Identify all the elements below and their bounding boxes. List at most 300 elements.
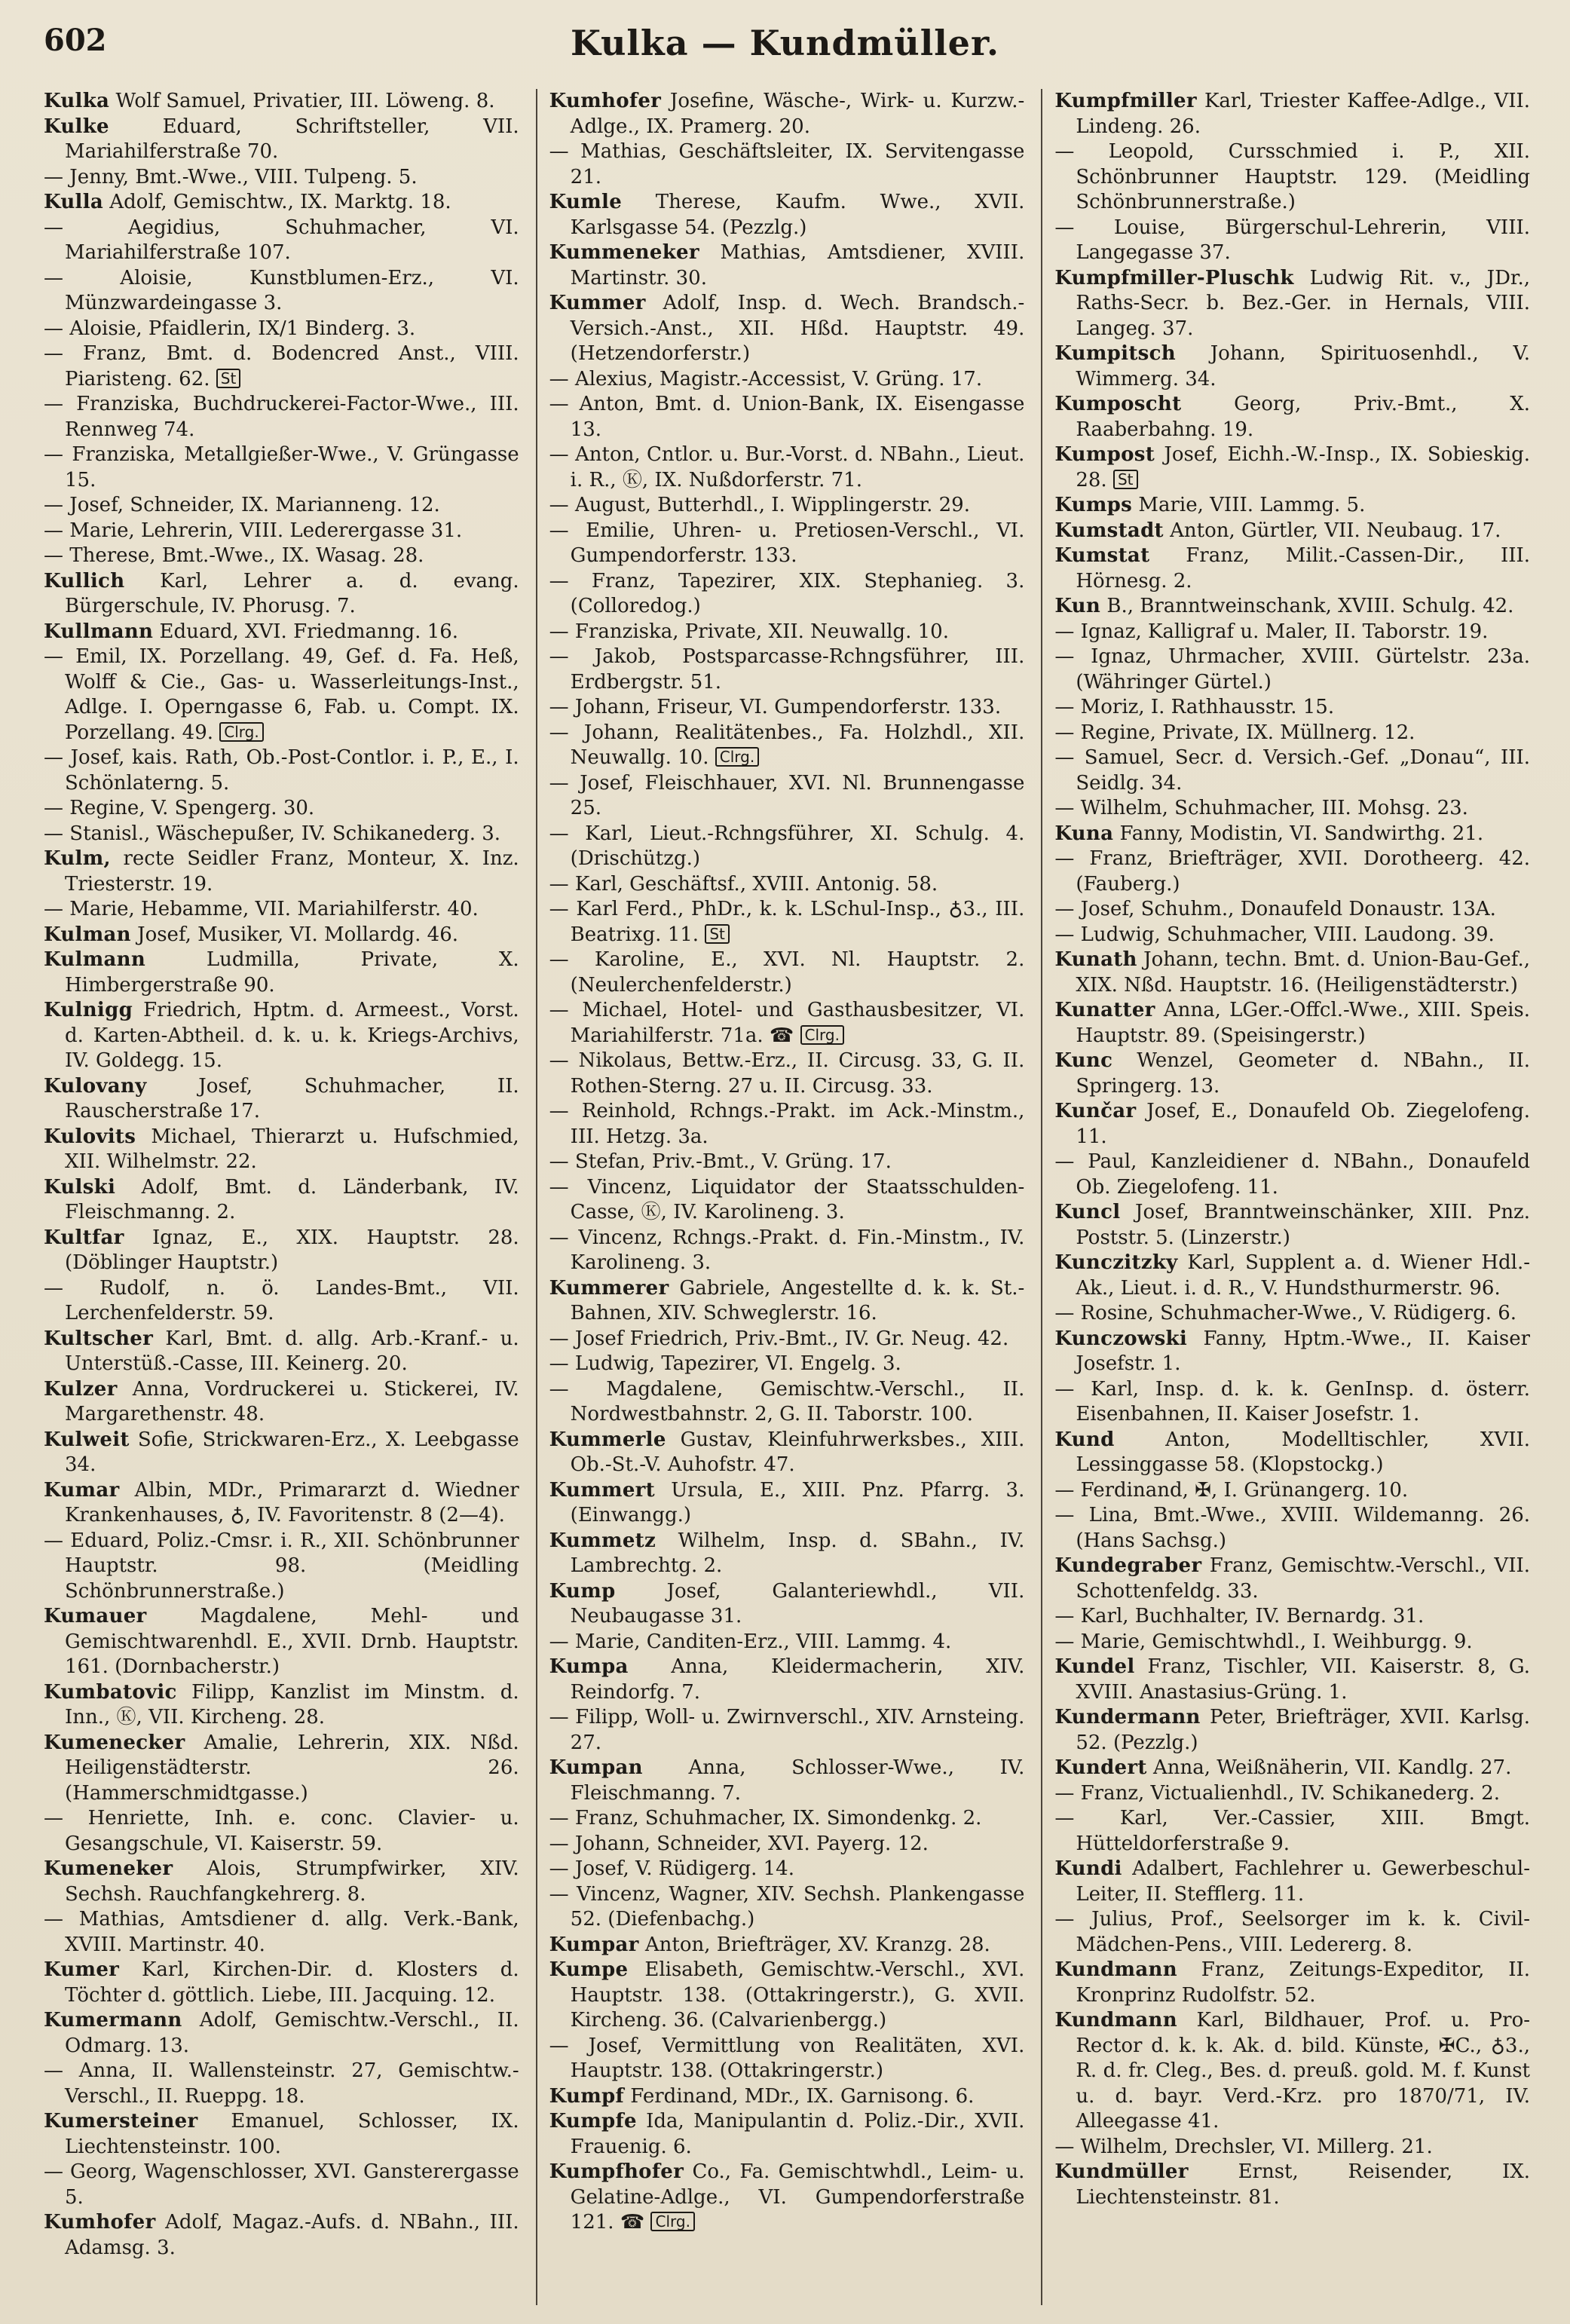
entry-surname: Kumpfhofer [549,2160,684,2183]
directory-entry [44,1428,519,1478]
directory-entry [549,291,1025,367]
directory-entry [44,1680,519,1731]
entry-surname: Kumpfmiller [1054,90,1197,112]
directory-entry [549,569,1025,620]
directory-entry [549,1049,1025,1099]
entry-text: Eduard, Schriftsteller, VII. Mariahilferstraße 70. [65,115,519,163]
directory-entry [1054,897,1530,923]
directory-entry [44,1276,519,1327]
entry-surname: Kumeneker [44,1857,173,1880]
directory-entry [549,2160,1025,2236]
entry-text: — Jenny, Bmt.-Wwe., VIII. Tulpeng. 5. [44,165,418,188]
directory-entry [549,1806,1025,1832]
entry-surname: Kulka [44,90,110,112]
directory-entry [44,645,519,746]
entry-text: — Moriz, I. Rathhausstr. 15. [1054,696,1335,718]
entry-surname: Kundegraber [1054,1554,1202,1577]
entry-surname: Kumpf [549,2084,624,2108]
entry-surname: Kumpe [549,1958,629,1981]
entry-text: Emanuel, Schlosser, IX. Liechtensteinstr. 100. [65,2110,519,2158]
entry-text: Josef, Eichh.-W.-Insp., IX. Sobieskig. 28. [1076,443,1531,491]
entry-text: Wilhelm, Insp. d. SBahn., IV. Lambrechtg. 2. [570,1529,1025,1577]
entry-surname: Kumer [44,1958,120,1981]
directory-entry [1054,1327,1530,1377]
entry-text: — Franziska, Buchdruckerei-Factor-Wwe., III. Rennweg 74. [44,393,519,441]
entry-text: — Franz, Tapezirer, XIX. Stephanieg. 3. (Colloredog.) [549,569,1025,617]
directory-entry [549,1579,1025,1630]
entry-surname: Kumpar [549,1933,639,1956]
entry-surname: Kumhofer [44,2211,156,2234]
entry-surname: Kunatter [1054,999,1155,1021]
directory-entry [549,872,1025,898]
directory-entry [1054,1049,1530,1099]
directory-entry [44,1175,519,1226]
entry-text: B., Branntweinschank, XVIII. Schulg. 42. [1106,595,1514,617]
directory-entry [44,1604,519,1680]
entry-text: Josef, Branntweinschänker, XIII. Pnz. Poststr. 5. (Linzerstr.) [1076,1201,1531,1249]
entry-surname: Kummerer [549,1276,669,1300]
entry-badge: St [1113,470,1138,489]
entry-surname: Kundi [1054,1857,1122,1880]
entry-text: — Karl, Lieut.-Rchngsführer, XI. Schulg. 4. (Drischützg.) [549,822,1025,870]
entry-text: Anna, Kleidermacherin, XIV. Reindorfg. 7. [570,1655,1025,1704]
entry-text: Friedrich, Hptm. d. Armeest., Vorst. d. Karten-Abtheil. d. k. u. k. Kriegs-Archivs, IV. Goldegg. 15. [65,999,519,1072]
entry-text: — Franziska, Private, XII. Neuwallg. 10. [549,620,949,643]
columns [44,89,1530,2305]
directory-entry [1054,341,1530,392]
directory-entry [1054,1958,1530,2008]
entry-surname: Kumbatovic [44,1680,177,1704]
entry-text: Johann, techn. Bmt. d. Union-Bau-Gef., XIX. Nßd. Hauptstr. 16. (Heiligenstädterstr.) [1076,948,1531,997]
entry-text: — Karoline, E., XVI. Nl. Hauptstr. 2. (Neulerchenfelderstr.) [549,948,1025,997]
entry-text: — Ludwig, Tapezirer, VI. Engelg. 3. [549,1352,901,1375]
entry-surname: Kun [1054,595,1101,617]
directory-entry [1054,1150,1530,1200]
entry-text: Adolf, Magaz.-Aufs. d. NBahn., III. Adamsg. 3. [65,2211,519,2259]
entry-text: — Leopold, Cursschmied i. P., XII. Schönbrunner Hauptstr. 129. (Meidling Schönbrunnerstraße.) [1054,140,1531,213]
entry-surname: Kumersteiner [44,2110,198,2133]
entry-surname: Kundel [1054,1655,1135,1678]
entry-text: — Aloisie, Kunstblumen-Erz., VI. Münzwardeingasse 3. [44,266,519,314]
directory-entry [44,1529,519,1605]
entry-text: — Johann, Schneider, XVI. Payerg. 12. [549,1832,929,1855]
directory-entry [1054,998,1530,1049]
entry-surname: Kulke [44,115,109,138]
directory-entry [44,948,519,998]
directory-entry [44,1125,519,1175]
entry-text: — Mathias, Amtsdiener d. allg. Verk.-Bank, XVIII. Martinstr. 40. [44,1908,519,1956]
directory-entry [44,2059,519,2109]
directory-entry [1054,1907,1530,1958]
entry-text: Franz, Tischler, VII. Kaiserstr. 8, G. XVIII. Anastasius-Grüng. 1. [1076,1655,1531,1704]
entry-text: — Anna, II. Wallensteinstr. 27, Gemischtw.-Verschl., II. Rueppg. 18. [44,2059,519,2108]
entry-text: — Anton, Cntlor. u. Bur.-Vorst. d. NBahn., Lieut. i. R., Ⓚ, IX. Nußdorferstr. 71. [549,443,1025,491]
entry-text: Adolf, Insp. d. Wech. Brandsch.-Versich.-Anst., XII. Hßd. Hauptstr. 49. (Hetzendorferstr.) [570,292,1025,365]
directory-entry [549,190,1025,240]
directory-entry [1054,822,1530,847]
directory-entry [549,442,1025,493]
directory-entry [1054,493,1530,519]
directory-entry [549,1352,1025,1377]
entry-text: — Ludwig, Schuhmacher, VIII. Laudong. 39. [1054,923,1495,946]
directory-entry [1054,645,1530,695]
entry-text: — Marie, Canditen-Erz., VIII. Lammg. 4. [549,1630,952,1653]
entry-text: — Jakob, Postsparcasse-Rchngsführer, III. Erdbergstr. 51. [549,645,1025,694]
entry-text: — Aegidius, Schuhmacher, VI. Mariahilferstraße 107. [44,216,519,264]
entry-text: — Josef, V. Rüdigerg. 14. [549,1857,794,1880]
entry-badge: St [705,924,730,944]
directory-entry [44,1857,519,1907]
directory-entry [549,771,1025,822]
directory-entry [549,1226,1025,1276]
entry-text: Ida, Manipulantin d. Poliz.-Dir., XVII. Frauenig. 6. [570,2110,1025,2158]
entry-surname: Kumle [549,191,623,213]
entry-surname: Kunath [1054,948,1137,971]
directory-entry [549,1175,1025,1226]
entry-text: — Josef, Schuhm., Donaufeld Donaustr. 13A. [1054,898,1496,920]
directory-entry [1054,1099,1530,1150]
entry-text: — Reinhold, Rchngs.-Prakt. im Ack.-Minstm., III. Hetzg. 3a. [549,1100,1025,1148]
entry-text: — Regine, Private, IX. Müllnerg. 12. [1054,721,1415,744]
directory-entry [1054,2135,1530,2160]
directory-entry [44,2210,519,2261]
directory-entry [44,897,519,923]
entry-surname: Kumpfe [549,2110,637,2133]
entry-text: Fanny, Hptm.-Wwe., II. Kaiser Josefstr. 1. [1076,1327,1531,1375]
entry-surname: Kumpfmiller-Pluschk [1054,266,1294,289]
directory-entry [1054,847,1530,897]
entry-surname: Kultscher [44,1327,154,1350]
directory-entry [1054,923,1530,948]
entry-text: — Marie, Gemischtwhdl., I. Weihburgg. 9. [1054,1630,1473,1653]
entry-text: Michael, Thierarzt u. Hufschmied, XII. Wilhelmstr. 22. [65,1125,519,1173]
entry-text: Alois, Strumpfwirker, XIV. Sechsh. Rauchfangkehrerg. 8. [65,1857,519,1906]
directory-entry [549,721,1025,771]
entry-text: Anton, Gürtler, VII. Neubaug. 17. [1170,519,1501,542]
directory-entry [44,1806,519,1857]
entry-surname: Kulm, [44,847,111,870]
entry-text: — Henriette, Inh. e. conc. Clavier- u. Gesangschule, VI. Kaiserstr. 59. [44,1807,519,1855]
entry-text: — Ignaz, Uhrmacher, XVIII. Gürtelstr. 23a. (Währinger Gürtel.) [1054,645,1531,694]
entry-text: — Stanisl., Wäschepußer, IV. Schikanederg. 3. [44,822,501,845]
entry-surname: Kundmüller [1054,2160,1189,2183]
entry-text: Ferdinand, MDr., IX. Garnisong. 6. [630,2084,975,2108]
entry-text: Sofie, Strickwaren-Erz., X. Leebgasse 34. [65,1428,519,1476]
directory-entry [1054,1781,1530,1807]
entry-surname: Kumpost [1054,443,1155,466]
entry-text: recte Seidler Franz, Monteur, X. Inz. Triesterstr. 19. [65,847,519,896]
directory-entry [549,367,1025,393]
entry-text: Josef, Schuhmacher, II. Rauscherstraße 17. [65,1074,519,1122]
entry-text: — Therese, Bmt.-Wwe., IX. Wasag. 28. [44,544,424,567]
entry-surname: Kumauer [44,1605,147,1627]
entry-surname: Kummetz [549,1529,656,1552]
directory-entry [1054,1478,1530,1504]
entry-text: — Stefan, Priv.-Bmt., V. Grüng. 17. [549,1150,892,1173]
entry-text: Ignaz, E., XIX. Hauptstr. 28. (Döblinger Hauptstr.) [65,1226,519,1274]
entry-text: Magdalene, Mehl- und Gemischtwarenhdl. E., XVII. Drnb. Hauptstr. 161. (Dornbacherstr.) [65,1605,519,1678]
entry-text: — Karl, Geschäftsf., XVIII. Antonig. 58. [549,872,938,896]
entry-surname: Kundert [1054,1756,1147,1779]
entry-text: Marie, VIII. Lammg. 5. [1138,494,1366,516]
entry-text: Filipp, Kanzlist im Minstm. d. Inn., Ⓚ, VII. Kircheng. 28. [65,1680,519,1728]
entry-text: Elisabeth, Gemischtw.-Verschl., XVI. Hauptstr. 138. (Ottakringerstr.), G. XVII. Kircheng. 36. (Calvarienbergg.) [570,1958,1025,2032]
entry-text: — Josef, Schneider, IX. Marianneng. 12. [44,494,440,516]
entry-text: Karl, Bmt. d. allg. Arb.-Kranf.- u. Unterstüß.-Casse, III. Keinerg. 20. [65,1327,519,1375]
entry-text: Therese, Kaufm. Wwe., XVII. Karlsgasse 54. (Pezzlg.) [570,191,1025,239]
directory-entry [549,1377,1025,1428]
entry-text: — Johann, Realitätenbes., Fa. Holzhdl., XII. Neuwallg. 10. [549,721,1025,769]
directory-entry [549,620,1025,645]
directory-entry [549,1857,1025,1882]
directory-entry [549,2109,1025,2160]
directory-entry [44,746,519,796]
entry-surname: Kumstat [1054,544,1150,567]
entry-text: — Franz, Schuhmacher, IX. Simondenkg. 2. [549,1807,982,1829]
directory-entry [1054,1301,1530,1327]
directory-entry [549,2084,1025,2110]
entry-text: Albin, MDr., Primararzt d. Wiedner Krankenhauses, ♁, IV. Favoritenstr. 8 (2—4). [65,1478,519,1526]
directory-entry [44,2109,519,2160]
entry-surname: Kummeneker [549,241,699,264]
entry-text: — Louise, Bürgerschul-Lehrerin, VIII. Langegasse 37. [1054,216,1531,264]
entry-text: Karl, Bildhauer, Prof. u. Pro-Rector d. k. k. Ak. d. bild. Künste, ✠C., ♁3., R. d. fr. Cleg., Bes. d. preuß. gold. M. f. Kunst u. d. bayr. Verd.-Krz. pro 1870/71, IV. Alleegasse 41. [1076,2009,1531,2133]
entry-text: Georg, Priv.-Bmt., X. Raaberbahng. 19. [1076,393,1531,441]
directory-entry [44,317,519,342]
entry-surname: Kultfar [44,1226,124,1249]
directory-entry [44,2008,519,2059]
entry-text: Wenzel, Geometer d. NBahn., II. Springerg. 13. [1076,1049,1531,1098]
entry-text: Gabriele, Angestellte d. k. k. St.-Bahnen, XIV. Schweglerstr. 16. [570,1276,1025,1324]
directory-entry [549,1478,1025,1529]
entry-text: — Ignaz, Kalligraf u. Maler, II. Taborstr. 19. [1054,620,1489,643]
entry-surname: Kullmann [44,620,154,643]
entry-surname: Kulovany [44,1074,147,1098]
entry-text: — Alexius, Magistr.-Accessist, V. Grüng. 17. [549,367,983,390]
entry-text: Josef, Galanteriewhdl., VII. Neubaugasse 31. [570,1579,1025,1627]
entry-surname: Kulman [44,923,131,946]
entry-text: Wolf Samuel, Privatier, III. Löweng. 8. [115,90,495,112]
entry-surname: Kundmann [1054,2009,1177,2032]
entry-text: Ludwig Rit. v., JDr., Raths-Secr. b. Bez.-Ger. in Hernals, VIII. Langeg. 37. [1076,266,1531,340]
entry-text: Adolf, Gemischtw., IX. Marktg. 18. [109,191,451,213]
entry-text: — Josef Friedrich, Priv.-Bmt., IV. Gr. Neug. 42. [549,1327,1009,1350]
directory-entry [549,1958,1025,2034]
entry-text: — Karl, Ver.-Cassier, XIII. Bmgt. Hütteldorferstraße 9. [1054,1807,1531,1855]
directory-entry [44,1478,519,1529]
directory-entry [549,392,1025,442]
directory-entry [44,822,519,847]
entry-badge: St [216,369,241,388]
entry-text: Franz, Milit.-Cassen-Dir., III. Hörnesg. 2. [1076,544,1531,592]
directory-entry [1054,139,1530,216]
directory-entry [44,216,519,266]
directory-entry [44,847,519,897]
entry-text: Mathias, Amtsdiener, XVIII. Martinstr. 30. [570,241,1025,289]
entry-badge: Clrg. [715,747,759,767]
directory-entry [1054,392,1530,442]
directory-entry [1054,1806,1530,1857]
directory-entry [549,519,1025,569]
entry-surname: Kuncl [1054,1201,1121,1223]
entry-text: — Georg, Wagenschlosser, XVI. Gansterergasse 5. [44,2160,519,2209]
entry-surname: Kunc [1054,1049,1113,1072]
entry-text: — Rosine, Schuhmacher-Wwe., V. Rüdigerg. 6. [1054,1302,1517,1324]
entry-badge: Clrg. [800,1025,844,1045]
directory-entry [44,519,519,544]
entry-text: Anna, Weißnäherin, VII. Kandlg. 27. [1152,1756,1512,1779]
directory-entry [1054,1630,1530,1655]
directory-entry [1054,1251,1530,1301]
directory-entry [549,240,1025,291]
directory-entry [1054,1554,1530,1604]
entry-surname: Kundmann [1054,1958,1177,1981]
directory-entry [1054,746,1530,796]
directory-entry [44,190,519,216]
directory-entry [549,695,1025,721]
entry-text: — Wilhelm, Schuhmacher, III. Mohsg. 23. [1054,797,1468,819]
entry-surname: Kulweit [44,1428,130,1451]
entry-text: Fanny, Modistin, VI. Sandwirthg. 21. [1119,822,1484,845]
directory-entry [549,1529,1025,1579]
entry-text: — Marie, Hebamme, VII. Mariahilferstr. 40. [44,898,479,920]
entry-text: — Franz, Bmt. d. Bodencred Anst., VIII. Piaristeng. 62. [44,342,519,390]
directory-entry [44,1074,519,1125]
entry-surname: Kundermann [1054,1706,1201,1728]
directory-entry [44,266,519,317]
entry-text: Franz, Zeitungs-Expeditor, II. Kronprinz Rudolfstr. 52. [1076,1958,1531,2007]
directory-entry [549,1099,1025,1150]
entry-surname: Kummerle [549,1428,666,1451]
entry-text: — Franz, Briefträger, XVII. Dorotheerg. 42. (Fauberg.) [1054,847,1531,896]
directory-entry [1054,1377,1530,1428]
column-right [1041,89,1530,2305]
entry-text: Anna, LGer.-Offcl.-Wwe., XIII. Speis. Hauptstr. 89. (Speisingerstr.) [1076,999,1531,1047]
entry-text: — Emilie, Uhren- u. Pretiosen-Verschl., VI. Gumpendorferstr. 133. [549,519,1025,567]
entry-surname: Kumenecker [44,1731,185,1754]
entry-text: Karl, Kirchen-Dir. d. Klosters d. Töchter d. göttlich. Liebe, III. Jacquing. 12. [65,1958,519,2007]
entry-text: — August, Butterhdl., I. Wipplingerstr. 29. [549,494,970,516]
entry-surname: Kumermann [44,2009,182,2032]
directory-entry [44,569,519,620]
directory-entry [44,493,519,519]
entry-text: Ernst, Reisender, IX. Liechtensteinstr. 81. [1076,2160,1531,2209]
entry-text: — Filipp, Woll- u. Zwirnverschl., XIV. Arnsteing. 27. [549,1706,1025,1754]
directory-entry [1054,1200,1530,1251]
entry-text: — Julius, Prof., Seelsorger im k. k. Civil-Mädchen-Pens., VIII. Ledererg. 8. [1054,1908,1531,1956]
entry-surname: Kulski [44,1175,116,1199]
directory-entry [549,1705,1025,1756]
directory-entry [549,1150,1025,1175]
directory-entry [1054,695,1530,721]
directory-entry [549,1630,1025,1655]
directory-entry [1054,216,1530,266]
entry-surname: Kulzer [44,1377,118,1401]
directory-entry [1054,1857,1530,1907]
directory-entry [1054,1604,1530,1630]
entry-surname: Kunčar [1054,1100,1137,1122]
directory-entry [549,1832,1025,1857]
column-middle [536,89,1025,2305]
directory-entry [549,1933,1025,1958]
entry-text: — Vincenz, Liquidator der Staatsschulden-Casse, Ⓚ, IV. Karolineng. 3. [549,1175,1025,1223]
directory-entry [44,1377,519,1428]
entry-surname: Kulovits [44,1125,136,1148]
directory-entry [44,392,519,442]
entry-text: Peter, Briefträger, XVII. Karlsg. 52. (Pezzlg.) [1076,1706,1531,1754]
directory-entry [549,139,1025,190]
entry-text: Co., Fa. Gemischtwhdl., Leim- u. Gelatine-Adlge., VI. Gumpendorferstraße 121. ☎ [570,2160,1025,2234]
entry-text: Karl, Lehrer a. d. evang. Bürgerschule, IV. Phorusg. 7. [65,569,519,617]
entry-text: Anna, Vordruckerei u. Stickerei, IV. Margarethenstr. 48. [65,1377,519,1425]
entry-text: — Emil, IX. Porzellang. 49, Gef. d. Fa. Heß, Wolff & Cie., Gas- u. Wasserleitungs-Inst., Adlge. I. Operngasse 6, Fab. u. Compt. IX. Porzellang. 49. [44,645,519,744]
running-head: Kulka — Kundmüller. [571,23,999,63]
entry-text: — Nikolaus, Bettw.-Erz., II. Circusg. 33, G. II. Rothen-Sterng. 27 u. II. Circusg. 33. [549,1049,1025,1098]
directory-entry [44,620,519,645]
directory-entry [549,1327,1025,1352]
entry-text: Karl, Triester Kaffee-Adlge., VII. Lindeng. 26. [1076,90,1531,138]
directory-entry [1054,89,1530,139]
directory-entry [549,998,1025,1049]
entry-text: Josef, Musiker, VI. Mollardg. 46. [137,923,459,946]
entry-text: — Magdalene, Gemischtw.-Verschl., II. Nordwestbahnstr. 2, G. II. Taborstr. 100. [549,1377,1025,1425]
entry-text: — Josef, Fleischhauer, XVI. Nl. Brunnengasse 25. [549,771,1025,819]
entry-surname: Kullich [44,569,125,592]
directory-entry [549,1428,1025,1478]
entry-text: Anton, Modelltischler, XVII. Lessinggasse 58. (Klopstockg.) [1076,1428,1531,1476]
directory-entry [1054,594,1530,620]
directory-entry [1054,721,1530,746]
entry-text: — Samuel, Secr. d. Versich.-Gef. „Donau“, III. Seidlg. 34. [1054,746,1531,795]
directory-entry [1054,620,1530,645]
directory-entry [1054,2160,1530,2210]
entry-text: — Wilhelm, Drechsler, VI. Millerg. 21. [1054,2135,1433,2158]
entry-text: — Vincenz, Wagner, XIV. Sechsh. Plankengasse 52. (Diefenbachg.) [549,1882,1025,1931]
entry-surname: Kumposcht [1054,393,1182,415]
directory-entry [1054,948,1530,998]
page-number: 602 [44,23,107,58]
directory-entry [549,1882,1025,1933]
entry-text: Anton, Briefträger, XV. Kranzg. 28. [644,1933,990,1956]
entry-surname: Kulmann [44,948,146,971]
directory-entry [44,1907,519,1958]
entry-surname: Kummer [549,292,646,314]
directory-entry [44,1226,519,1276]
entry-text: — Rudolf, n. ö. Landes-Bmt., VII. Lerchenfelderstr. 59. [44,1276,519,1324]
directory-entry [44,1731,519,1807]
entry-surname: Kund [1054,1428,1115,1451]
directory-entry [549,645,1025,695]
entry-surname: Kummert [549,1478,655,1502]
entry-surname: Kunczitzky [1054,1251,1178,1274]
directory-entry [1054,2008,1530,2135]
entry-badge: Clrg. [219,722,263,742]
entry-text: Eduard, XVI. Friedmanng. 16. [159,620,459,643]
directory-entry [1054,1655,1530,1705]
directory-entry [549,1756,1025,1806]
directory-entry [549,897,1025,948]
directory-entry [549,1276,1025,1327]
directory-entry [44,796,519,822]
column-left [44,89,519,2305]
directory-entry [44,341,519,392]
entry-badge: Clrg. [650,2212,694,2231]
directory-entry [549,493,1025,519]
directory-entry [549,1655,1025,1705]
entry-surname: Kulnigg [44,999,133,1021]
directory-entry [1054,1705,1530,1756]
entry-surname: Kuna [1054,822,1114,845]
